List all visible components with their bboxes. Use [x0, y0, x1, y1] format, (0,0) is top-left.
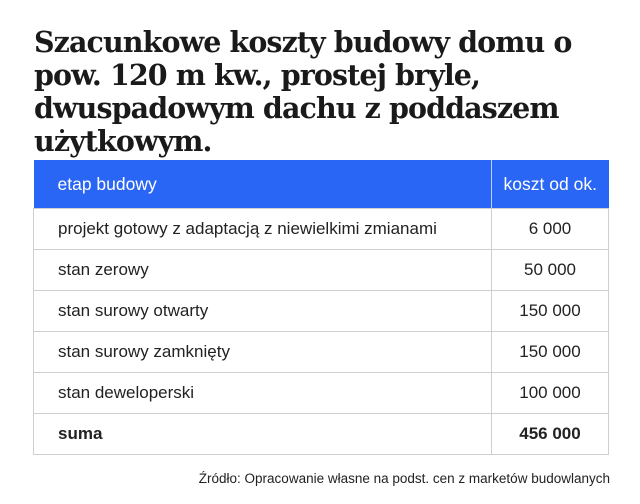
stage-cell: stan surowy zamknięty	[34, 332, 492, 373]
stage-cell: stan surowy otwarty	[34, 291, 492, 332]
table-header-row	[34, 160, 609, 209]
total-label: suma	[34, 414, 492, 455]
table-row	[34, 250, 609, 291]
column-header-cost: koszt od ok.	[492, 160, 609, 209]
cost-cell: 150 000	[492, 332, 609, 373]
stage-cell: stan deweloperski	[34, 373, 492, 414]
column-header-stage: etap budowy	[34, 160, 492, 209]
table-row	[34, 373, 609, 414]
source-note: Źródło: Opracowanie własne na podst. cen z marketów budowlanych	[198, 471, 610, 486]
stage-cell: projekt gotowy z adaptacją z niewielkimi zmianami	[34, 209, 492, 250]
cost-cell: 100 000	[492, 373, 609, 414]
cost-cell: 6 000	[492, 209, 609, 250]
cost-table	[33, 160, 609, 455]
table-row	[34, 209, 609, 250]
table-row	[34, 291, 609, 332]
total-cost: 456 000	[492, 414, 609, 455]
table-row	[34, 332, 609, 373]
cost-cell: 150 000	[492, 291, 609, 332]
total-row	[34, 414, 609, 455]
stage-cell: stan zerowy	[34, 250, 492, 291]
page-title: Szacunkowe koszty budowy domu o pow. 120 m kw., prostej bryle, dwuspadowym dachu z poddaszem użytkowym.	[34, 25, 572, 158]
cost-cell: 50 000	[492, 250, 609, 291]
